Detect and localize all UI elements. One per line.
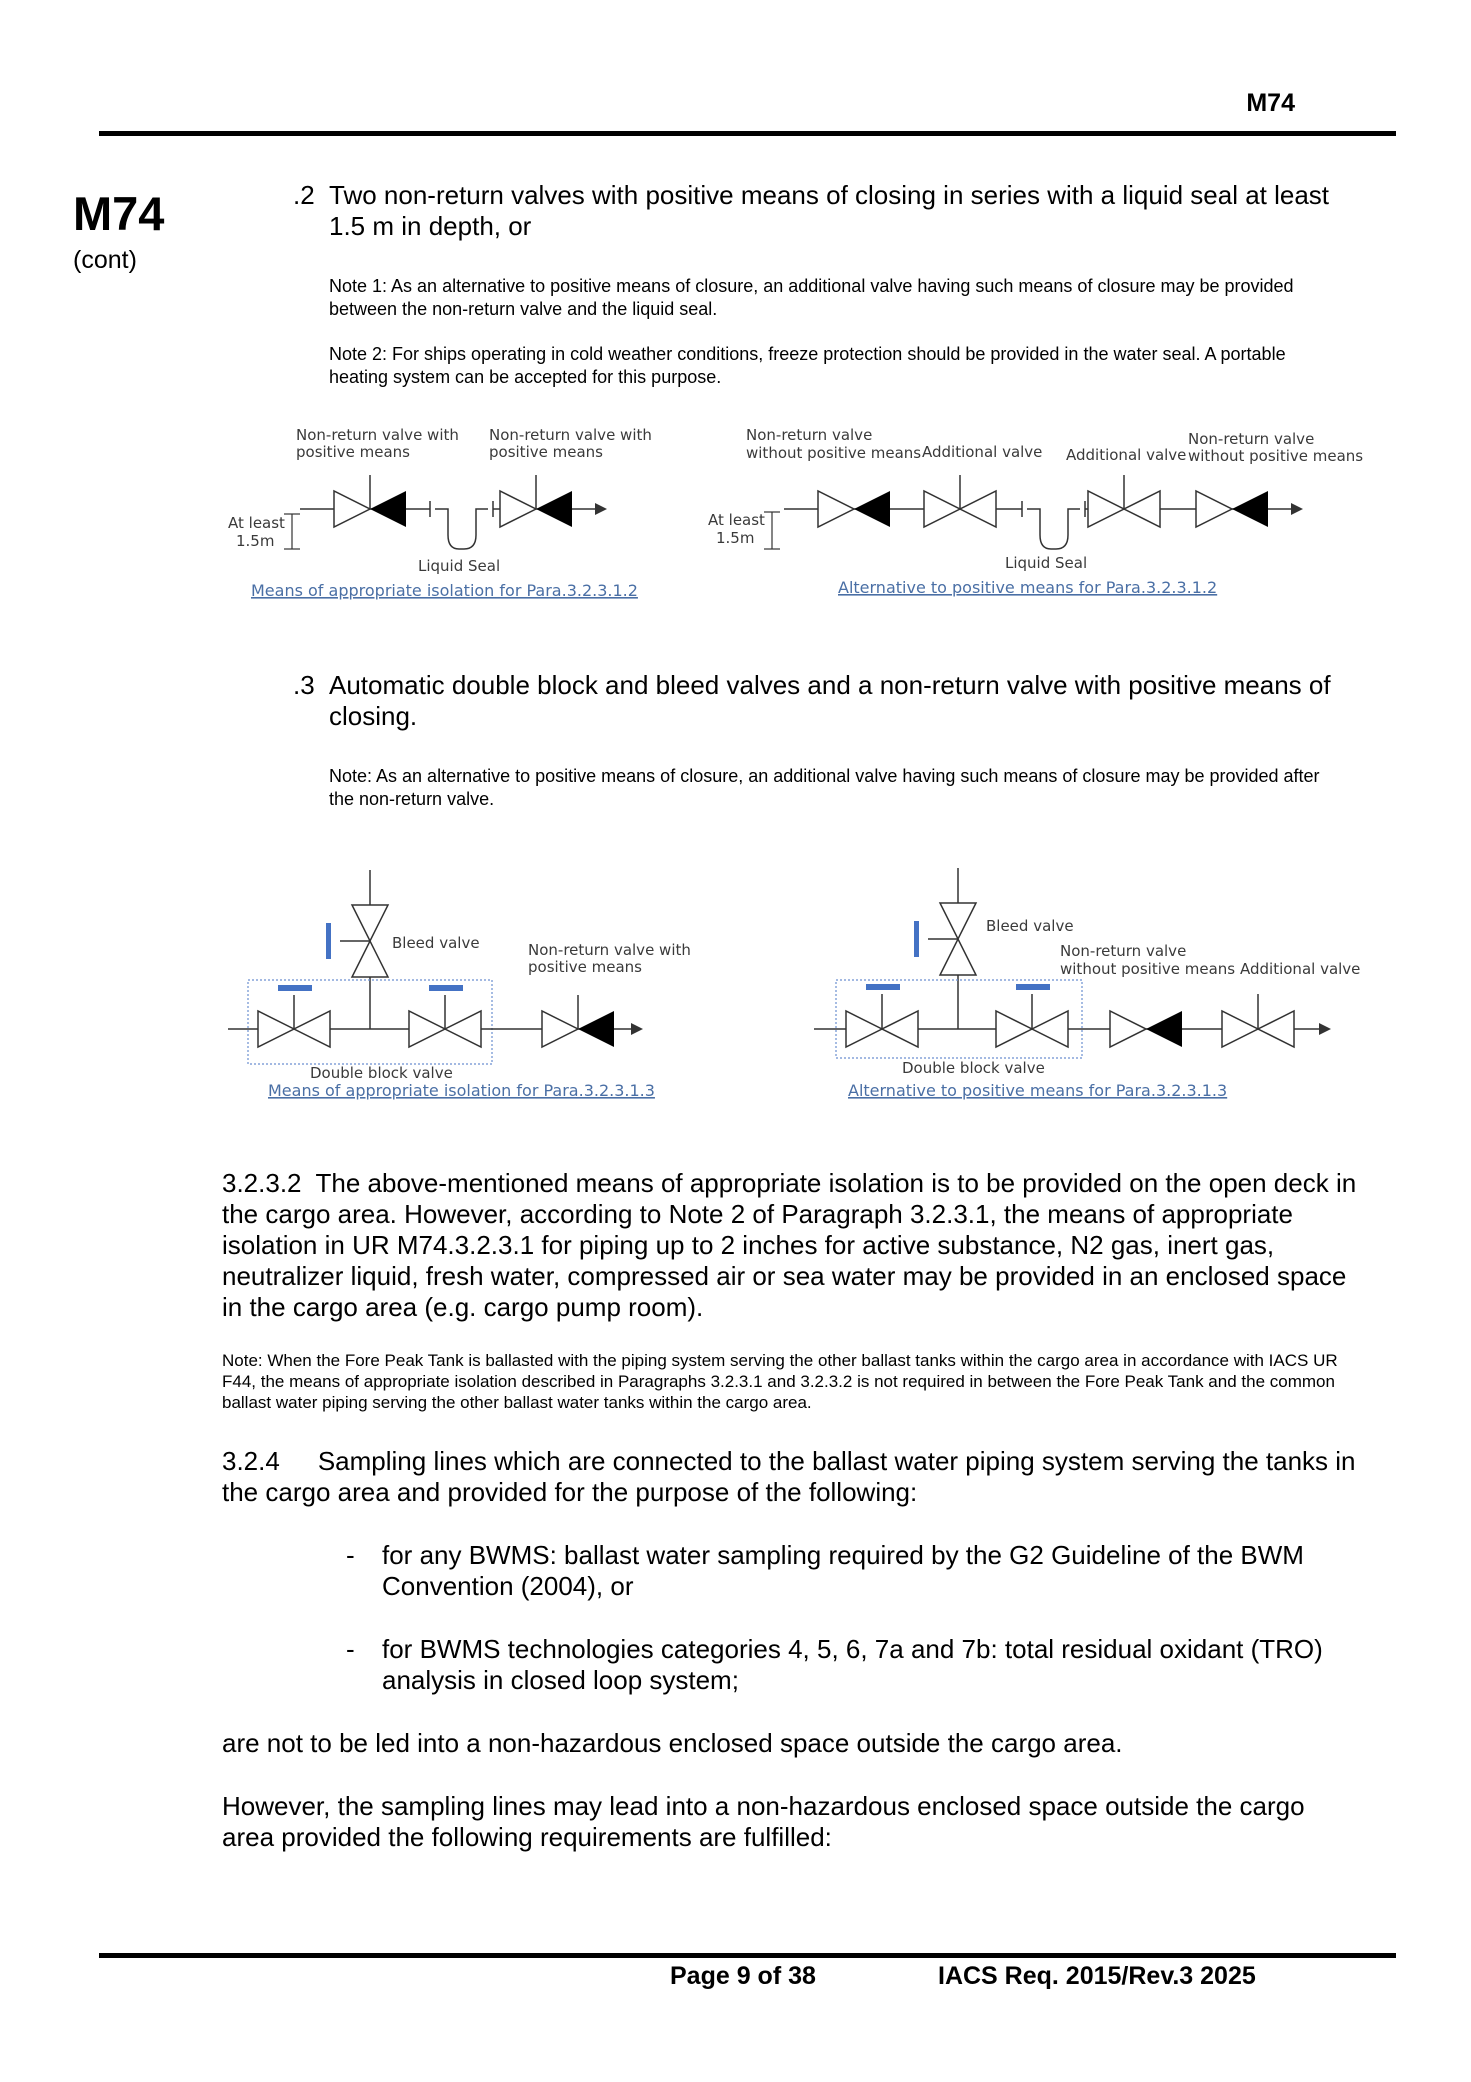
side-code: M74 — [73, 187, 165, 240]
block-valve-icon — [996, 984, 1068, 1047]
section-3-2-3-2 — [222, 1168, 1362, 1323]
d2l-nrv-label-2: positive means — [528, 958, 642, 976]
d2r-caption: Alternative to positive means for Para.3.2.3.1.3 — [848, 1081, 1228, 1100]
bullet-text-1: for any BWMS: ballast water sampling required by the G2 Guideline of the BWM Convention (2004), or — [382, 1540, 1304, 1601]
svg-text:Additional valve — [1240, 960, 1360, 978]
svg-text:Bleed valve — [986, 917, 1074, 935]
svg-text:1.5m — [716, 529, 754, 547]
bleed-valve-icon — [326, 905, 388, 977]
d1l-depth-2: 1.5m — [236, 532, 275, 550]
svg-text:Alternative to positive means — [838, 578, 1217, 597]
d2r-nrv-label-2: without positive means — [1060, 960, 1236, 978]
item-2 — [293, 180, 1353, 242]
svg-text:Non-return valve — [746, 426, 872, 444]
svg-text:1.5m — [236, 532, 274, 550]
nrv-no-positive-icon — [818, 491, 890, 527]
item-2-number: .2 — [293, 180, 315, 210]
d2r-bleed-label: Bleed valve — [986, 917, 1074, 935]
block-valve-icon — [846, 984, 918, 1047]
d1r-nrv2-label-1: Non-return valve — [1188, 430, 1315, 448]
liquid-seal-diagrams — [0, 415, 1471, 610]
svg-text:Additional valve — [922, 443, 1042, 461]
d1r-caption: Alternative to positive means for Para.3.2.3.1.2 — [838, 578, 1218, 597]
header-code: M74 — [1246, 89, 1295, 117]
additional-valve-icon — [1222, 994, 1294, 1047]
d1r-add2-label: Additional valve — [1066, 446, 1187, 464]
d1r-nrv1-label-1: Non-return valve — [746, 426, 873, 444]
d2r-nrv-label-1: Non-return valve — [1060, 942, 1187, 960]
svg-text:Double block valve — [902, 1059, 1045, 1077]
d1l-caption: Means of appropriate isolation for Para.3.2.3.1.2 — [251, 581, 638, 600]
additional-valve-icon — [924, 475, 996, 527]
nrv-positive-icon — [334, 475, 406, 527]
section-3-2-4-after-2: However, the sampling lines may lead into a non-hazardous enclosed space outside the cargo area provided the following requirements are fulfilled: — [222, 1791, 1305, 1852]
bullet-dash: - — [346, 1540, 355, 1570]
double-block-box — [836, 980, 1082, 1058]
nrv-positive-icon — [500, 475, 572, 527]
d1r-depth-2: 1.5m — [716, 529, 755, 547]
diagram1-right — [708, 426, 1363, 597]
svg-text:without positive means — [1188, 447, 1363, 465]
d1r-depth-1: At least — [708, 511, 765, 529]
item-3-note: Note: As an alternative to positive means of closure, an additional valve having such means of closure may be provided after the non-return valve. — [329, 766, 1320, 809]
section-3-2-4-after-1: are not to be led into a non-hazardous enclosed space outside the cargo area. — [222, 1728, 1123, 1758]
footer-ref: IACS Req. 2015/Rev.3 2025 — [938, 1962, 1256, 1990]
footer-rule — [99, 1953, 1396, 1958]
item-2-text: Two non-return valves with positive means of closing in series with a liquid seal at least 1.5 m in depth, or — [329, 180, 1330, 241]
svg-text:positive means — [528, 958, 642, 976]
bullet-text-2: for BWMS technologies categories 4, 5, 6, 7a and 7b: total residual oxidant (TRO) analysis in closed loop system; — [382, 1634, 1323, 1695]
section-3-2-3-2-text: The above-mentioned means of appropriate isolation is to be provided on the open deck in the cargo area. However, according to Note 2 of Paragraph 3.2.3.1, the means of appropriate isolation in UR M74.3.2.3.1 for piping up to 2 inches for active substance, N2 gas, inert gas, neutralizer liquid, fresh water, compressed air or sea water may be provided in an enclosed space in the cargo area (e.g. cargo pump room). — [222, 1168, 1357, 1322]
svg-text:Non-return valve with — [528, 941, 691, 959]
svg-text:Bleed valve — [392, 934, 480, 952]
svg-text:At least — [708, 511, 765, 529]
d1l-nrv1-label-2: positive means — [296, 443, 410, 461]
block-valve-icon — [258, 985, 330, 1047]
bleed-valve-icon — [914, 903, 976, 975]
d2l-nrv-label-1: Non-return valve with — [528, 941, 691, 959]
item-2-note-1: Note 1: As an alternative to positive means of closure, an additional valve having such means of closure may be provided between the non-return valve and the liquid seal. — [329, 276, 1294, 319]
svg-text:without positive means — [746, 444, 921, 462]
svg-text:Non-return valve — [1060, 942, 1186, 960]
section-3-2-4-text: Sampling lines which are connected to the ballast water piping system serving the tanks in the cargo area and provided for the purpose of the following: — [222, 1446, 1356, 1507]
svg-text:Non-return valve with — [296, 426, 459, 444]
svg-text:Non-return valve with — [489, 426, 652, 444]
d2l-caption: Means of appropriate isolation for Para.3.2.3.1.3 — [268, 1081, 655, 1100]
header-rule — [99, 131, 1396, 136]
item-2-note-2: Note 2: For ships operating in cold weather conditions, freeze protection should be provided in the water seal. A portable heating system can be accepted for this purpose. — [329, 344, 1286, 387]
d1r-nrv2-label-2: without positive means — [1188, 447, 1364, 465]
svg-text:At least — [228, 514, 285, 532]
item-3 — [293, 670, 1353, 732]
nrv-positive-icon — [542, 995, 614, 1047]
d1r-add1-label: Additional valve — [922, 443, 1043, 461]
diagram2-right — [814, 868, 1360, 1100]
svg-text:Liquid Seal — [418, 557, 500, 575]
svg-text:Means of appropriate isolation — [268, 1081, 655, 1100]
list-item — [346, 1540, 1366, 1602]
diagram1-left — [228, 426, 652, 600]
side-cont: (cont) — [73, 246, 137, 274]
diagram2-left — [228, 870, 691, 1100]
section-3-2-3-2-note: Note: When the Fore Peak Tank is ballasted with the piping system serving the other ballast tanks within the cargo area in accordance with IACS UR F44, the means of appropriate isolation described in Paragraphs 3.2.3.1 and 3.2.3.2 is not required in between the Fore Peak Tank and the common ballast water piping serving the other ballast water tanks within the cargo area. — [222, 1351, 1338, 1412]
d2l-bleed-label: Bleed valve — [392, 934, 480, 952]
svg-text:Means of appropriate isolation — [251, 581, 638, 600]
double-block-bleed-diagrams — [0, 860, 1471, 1105]
bullet-dash: - — [346, 1634, 355, 1664]
d1r-seal: Liquid Seal — [1005, 554, 1088, 572]
svg-text:without positive means — [1060, 960, 1235, 978]
nrv-no-positive-icon — [1110, 1011, 1182, 1047]
d1l-nrv1-label-1: Non-return valve with — [296, 426, 459, 444]
svg-text:Liquid Seal — [1005, 554, 1087, 572]
footer-page: Page 9 of 38 — [670, 1962, 816, 1990]
item-3-number: .3 — [293, 670, 315, 700]
block-valve-icon — [409, 985, 481, 1047]
svg-text:Double block valve — [310, 1064, 453, 1082]
d1l-nrv2-label-2: positive means — [489, 443, 603, 461]
d1r-nrv1-label-2: without positive means — [746, 444, 922, 462]
svg-text:Non-return valve — [1188, 430, 1314, 448]
additional-valve-icon — [1088, 475, 1160, 527]
d2l-dbv-label: Double block valve — [310, 1064, 453, 1082]
list-item — [346, 1634, 1366, 1696]
d2r-add-label: Additional valve — [1240, 960, 1361, 978]
section-3-2-4-number: 3.2.4 — [222, 1446, 280, 1476]
section-3-2-3-2-number: 3.2.3.2 — [222, 1168, 302, 1198]
d1l-depth-1: At least — [228, 514, 285, 532]
svg-text:Additional valve — [1066, 446, 1186, 464]
svg-text:Alternative to positive means — [848, 1081, 1227, 1100]
section-3-2-4 — [222, 1446, 1362, 1508]
d1l-seal: Liquid Seal — [418, 557, 501, 575]
svg-text:positive means — [296, 443, 410, 461]
nrv-no-positive-icon — [1196, 491, 1268, 527]
svg-text:positive means — [489, 443, 603, 461]
item-3-text: Automatic double block and bleed valves and a non-return valve with positive means of closing. — [329, 670, 1331, 731]
d2r-dbv-label: Double block valve — [902, 1059, 1045, 1077]
d1l-nrv2-label-1: Non-return valve with — [489, 426, 652, 444]
